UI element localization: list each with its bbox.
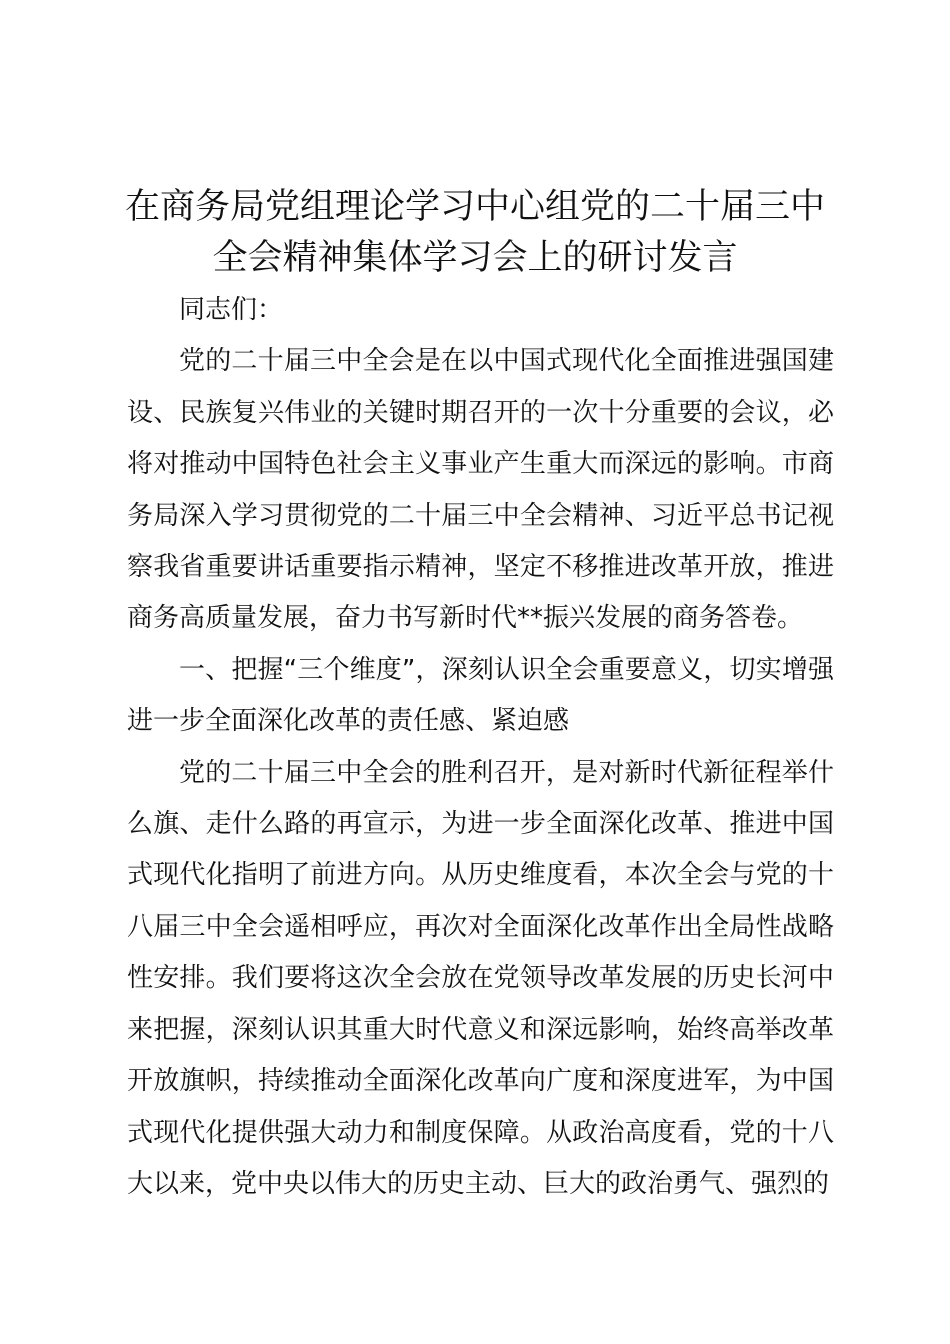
document-title xyxy=(100,182,850,284)
title-line-2: 全会精神集体学习会上的研讨发言 xyxy=(212,238,738,278)
salutation: 同志们： xyxy=(179,295,284,325)
title-line-1: 在商务局党组理论学习中心组党的二十届三中 xyxy=(124,187,825,227)
document-body xyxy=(127,285,834,1210)
section-heading-1: 一、把握“三个维度”，深刻认识全会重要意义，切实增强进一步全面深化改革的责任感、紧迫感 xyxy=(127,654,834,737)
paragraph-intro: 党的二十届三中全会是在以中国式现代化全面推进强国建设、民族复兴伟业的关键时期召开的一次十分重要的会议，必将对推动中国特色社会主义事业产生重大而深远的影响。市商务局深入学习贯彻党的二十届三中全会精神、习近平总书记视察我省重要讲话重要指示精神，坚定不移推进改革开放，推进商务高质量发展，奋力书写新时代**振兴发展的商务答卷。 xyxy=(127,346,834,634)
paragraph-section-1: 党的二十届三中全会的胜利召开，是对新时代新征程举什么旗、走什么路的再宣示，为进一步全面深化改革、推进中国式现代化指明了前进方向。从历史维度看，本次全会与党的十八届三中全会遥相呼应，再次对全面深化改革作出全局性战略性安排。我们要将这次全会放在党领导改革发展的历史长河中来把握，深刻认识其重大时代意义和深远影响，始终高举改革开放旗帜，持续推动全面深化改革向广度和深度进军，为中国式现代化提供强大动力和制度保障。从政治高度看，党的十八大以来，党中央以伟大的历史主动、巨大的政治勇气、强烈的 xyxy=(127,757,834,1199)
